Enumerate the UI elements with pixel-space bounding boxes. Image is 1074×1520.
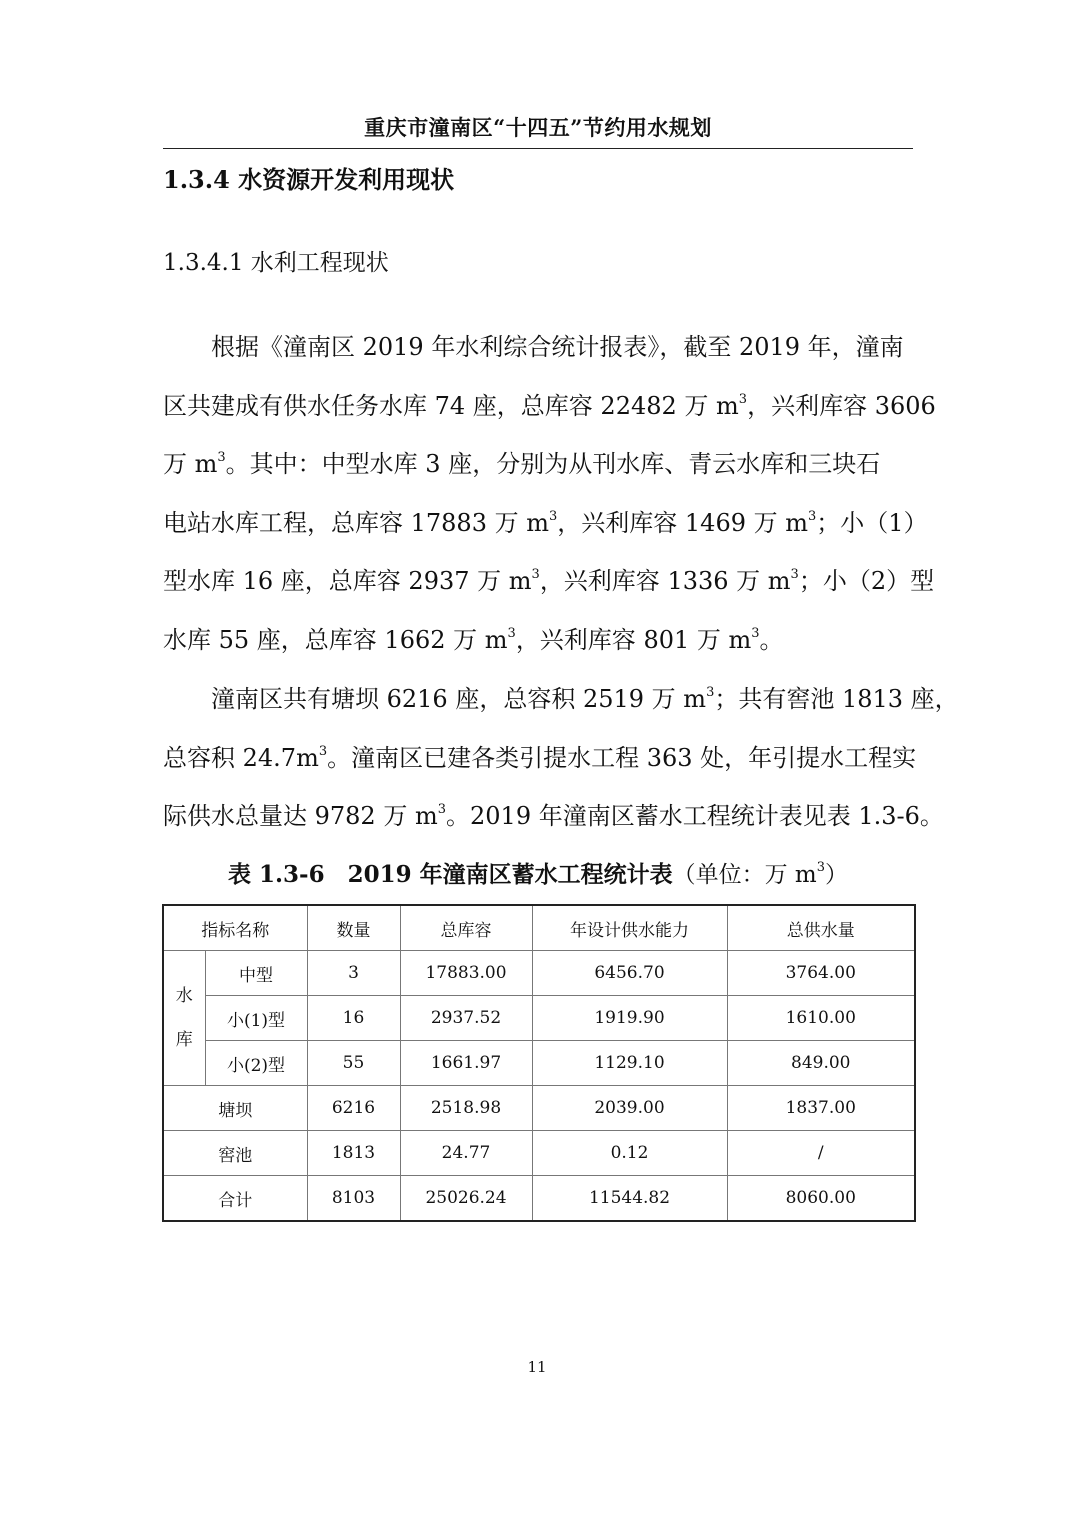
table-cell: 8060.00 [727, 1176, 915, 1222]
table-cell: 17883.00 [400, 951, 532, 996]
text-line: 万 $m^3$。其中：中型水库 3 座，分别为从刊水库、青云水库和三块石 [163, 450, 881, 478]
table-header-row [163, 905, 915, 951]
table-cell: 中型 [205, 951, 307, 996]
table-cell: 2937.52 [400, 996, 532, 1041]
text-line: 型水库 16 座，总库容 2937 万 $m^3$，兴利库容 1336 万 $m^3$；小（2）型 [163, 567, 935, 595]
header-cell: 年设计供水能力 [532, 905, 727, 951]
header-cell: 总库容 [400, 905, 532, 951]
table-cell: 2518.98 [400, 1086, 532, 1131]
table-cell: 55 [307, 1041, 400, 1086]
table-cell: 1837.00 [727, 1086, 915, 1131]
table-row-total [163, 1176, 915, 1222]
table-cell: 849.00 [727, 1041, 915, 1086]
table-cell: 3 [307, 951, 400, 996]
text-line: 根据《潼南区 2019 年水利综合统计报表》，截至 2019 年，潼南 [211, 333, 904, 361]
table-row [163, 996, 915, 1041]
table-cell: 0.12 [532, 1131, 727, 1176]
table-cell: 3764.00 [727, 951, 915, 996]
table-row [163, 951, 915, 996]
table-cell: 16 [307, 996, 400, 1041]
table-cell: 24.77 [400, 1131, 532, 1176]
table-cell: 小(1)型 [205, 996, 307, 1041]
table-cell: 1129.10 [532, 1041, 727, 1086]
table-cell: 11544.82 [532, 1176, 727, 1222]
paragraph-reservoirs [163, 318, 936, 669]
running-header: 重庆市潼南区“十四五”节约用水规划 [163, 112, 913, 149]
table-cell: 合计 [163, 1176, 307, 1222]
text-line: 总容积 $24.7m^3$。潼南区已建各类引提水工程 363 处，年引提水工程实 [163, 743, 917, 772]
text-line: 潼南区共有塘坝 6216 座，总容积 2519 万 $m^3$；共有窖池 1813 座， [211, 685, 959, 713]
table-cell: 1661.97 [400, 1041, 532, 1086]
table-row [163, 1131, 915, 1176]
text-line: 水库 55 座，总库容 1662 万 $m^3$，兴利库容 801 万 $m^3$。 [163, 625, 784, 654]
table-cell: 窖池 [163, 1131, 307, 1176]
header-cell: 数量 [307, 905, 400, 951]
table-cell: 25026.24 [400, 1176, 532, 1222]
subsection-heading: 1.3.4.1 水利工程现状 [163, 250, 389, 276]
table-cell: 6216 [307, 1086, 400, 1131]
table-cell: 8103 [307, 1176, 400, 1222]
header-cell: 总供水量 [727, 905, 915, 951]
text-line: 区共建成有供水任务水库 74 座，总库容 22482 万 $m^3$，兴利库容 3606 [163, 391, 936, 420]
header-cell: 指标名称 [163, 905, 307, 951]
table-cell: 1610.00 [727, 996, 915, 1041]
table-caption: 表 1.3-6 2019 年潼南区蓄水工程统计表（单位：万 $m^3$） [228, 860, 848, 888]
storage-works-table [162, 904, 916, 1222]
table-cell: 1813 [307, 1131, 400, 1176]
text-line: 电站水库工程，总库容 17883 万 $m^3$，兴利库容 1469 万 $m^3$；小（1） [163, 508, 928, 537]
table-cell: 塘坝 [163, 1086, 307, 1131]
table-cell: 6456.70 [532, 951, 727, 996]
table-cell: / [727, 1131, 915, 1176]
table-cell: 1919.90 [532, 996, 727, 1041]
table-row [163, 1086, 915, 1131]
table-row [163, 1041, 915, 1086]
paragraph-ponds-and-diversion [163, 670, 959, 846]
group-label-cell: 水 库 [163, 951, 205, 1086]
page-number: 11 [527, 1358, 547, 1376]
section-heading: 1.3.4 水资源开发利用现状 [163, 165, 455, 194]
text-line: 际供水总量达 9782 万 $m^3$。2019 年潼南区蓄水工程统计表见表 1.3-6。 [163, 802, 944, 830]
table-cell: 2039.00 [532, 1086, 727, 1131]
table-cell: 小(2)型 [205, 1041, 307, 1086]
